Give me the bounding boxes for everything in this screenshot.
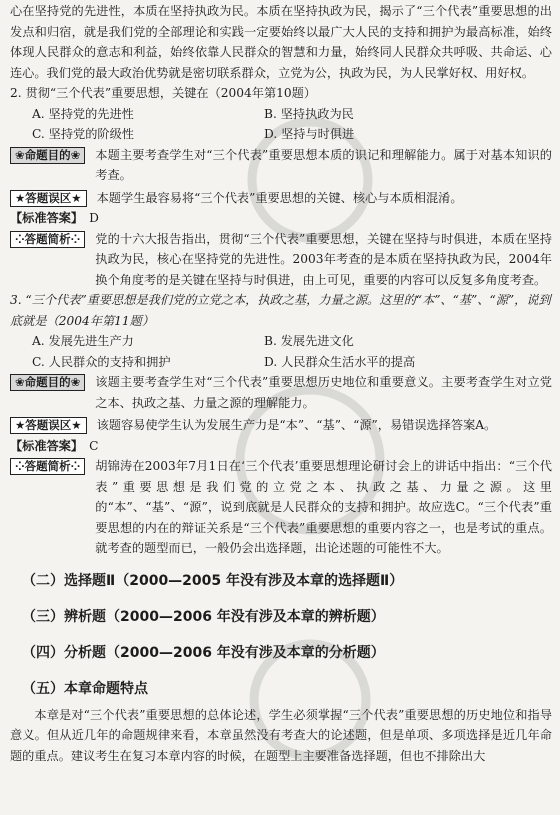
option-b: B. 发展先进文化 [264, 334, 354, 348]
q3-analysis-text: 胡锦涛在2003年7月1日在‘三个代表’重要思想理论研讨会上的讲话中指出：“三个代表”重要思想是我们党的立党之本、执政之基、力量之源。这里的“本”、“基”、“源”，说到底就是人民群众的支持和拥护。故应选C。“三个代表”重要思想的内在的辩证关系是“三个代表”重要思想的重要内容之一，也是考试的重点。就考查的题型而已，一般仍会出选择题，出论述题的可能性不大。 [95, 459, 552, 555]
option-c: C. 坚持党的阶级性 [32, 127, 134, 141]
q3-purpose-text: 该题主要考查学生对“三个代表”重要思想历史地位和重要意义。主要考查学生对立党之本、执政之基、力量之源的理解能力。 [95, 375, 552, 410]
option-c: C. 人民群众的支持和拥护 [32, 354, 171, 369]
answer-value: C [89, 438, 99, 453]
q2-answer [10, 208, 552, 229]
chapter-features-paragraph: 本章是对“三个代表”重要思想的总体论述，学生必须掌握“三个代表”重要思想的历史地位和指导意义。但从近几年的命题规律来看，本章虽然没有考查大的论述题，但是单项、多项选择是近几年命题的重点。建议考生在复习本章内容的时候，在题型上主要准备选择题，但也不排除出大 [10, 707, 552, 763]
q2-analysis-text: 党的十六大报告指出，贯彻“三个代表”重要思想，关键在坚持与时俱进，本质在坚持执政为民，核心在坚持党的先进性。2003年考查的是本质在坚持执政为民，2004年换个角度考的是关键在坚持与时俱进，由上可见，重要的内容可以反复多角度考查。 [95, 231, 552, 287]
q3-error-block [10, 415, 552, 436]
q2-analysis-block [10, 229, 552, 291]
purpose-tag: ❀命题目的❀ [10, 147, 85, 164]
error-tag: ★答题误区★ [10, 190, 87, 207]
option-d: D. 人民群众生活水平的提高 [264, 354, 416, 369]
option-a: A. 发展先进生产力 [32, 334, 134, 348]
question-3-options [10, 331, 552, 372]
section-heading-2: （二）选择题Ⅱ（2000—2005 年没有涉及本章的选择题Ⅱ） [22, 572, 404, 589]
question-3-stem: 3. “三个代表”重要思想是我们党的立党之本，执政之基，力量之源。这里的“本”、“基”、“源”，说到底就是（2004年第11题） [10, 293, 551, 328]
option-d: D. 坚持与时俱进 [264, 127, 355, 141]
q2-error-block [10, 188, 552, 209]
q3-error-text: 该题容易使学生认为发展生产力是“本”、“基”、“源”，易错误选择答案A。 [96, 418, 497, 432]
q2-error-text: 本题学生最容易将“三个代表”重要思想的关键、核心与本质相混淆。 [96, 190, 463, 205]
answer-value: D [89, 211, 99, 225]
q3-purpose-block [10, 372, 552, 413]
q2-purpose-text: 本题主要考查学生对“三个代表”重要思想本质的识记和理解能力。属于对基本知识的考查。 [95, 147, 552, 182]
question-2-options [10, 104, 552, 145]
error-tag: ★答题误区★ [10, 417, 87, 434]
option-b: B. 坚持执政为民 [264, 106, 354, 121]
section-heading-5: （五）本章命题特点 [22, 680, 148, 697]
analysis-tag: ⁘答题简析⁘ [10, 231, 85, 248]
question-2-stem: 2. 贯彻“三个代表”重要思想，关键在（2004年第10题） [10, 86, 317, 100]
intro-paragraph: 心在坚持党的先进性，本质在坚持执政为民。本质在坚持执政为民，揭示了“三个代表”重要思想的出发点和归宿，就是我们党的全部理论和实践一定要始终以最广大人民的支持和拥护为最高标准，始终体现人民群众的意志和利益，始终依靠人民群众的智慧和力量，始终同人民群众共呼吸、共命运、心连心。我们党的最大政治优势就是密切联系群众，立党为公，执政为民，为人民掌好权、用好权。 [10, 4, 552, 80]
section-heading-3: （三）辨析题（2000—2006 年没有涉及本章的辨析题） [22, 608, 385, 625]
option-a: A. 坚持党的先进性 [32, 106, 134, 121]
answer-label: 【标准答案】 [10, 438, 84, 453]
q2-purpose-block [10, 145, 552, 186]
q3-answer [10, 436, 552, 457]
q3-analysis-block [10, 456, 552, 559]
answer-label: 【标准答案】 [10, 211, 84, 225]
purpose-tag: ❀命题目的❀ [10, 374, 85, 391]
analysis-tag: ⁘答题简析⁘ [10, 458, 85, 475]
section-heading-4: （四）分析题（2000—2006 年没有涉及本章的分析题） [22, 644, 385, 661]
document-page [10, 0, 552, 766]
